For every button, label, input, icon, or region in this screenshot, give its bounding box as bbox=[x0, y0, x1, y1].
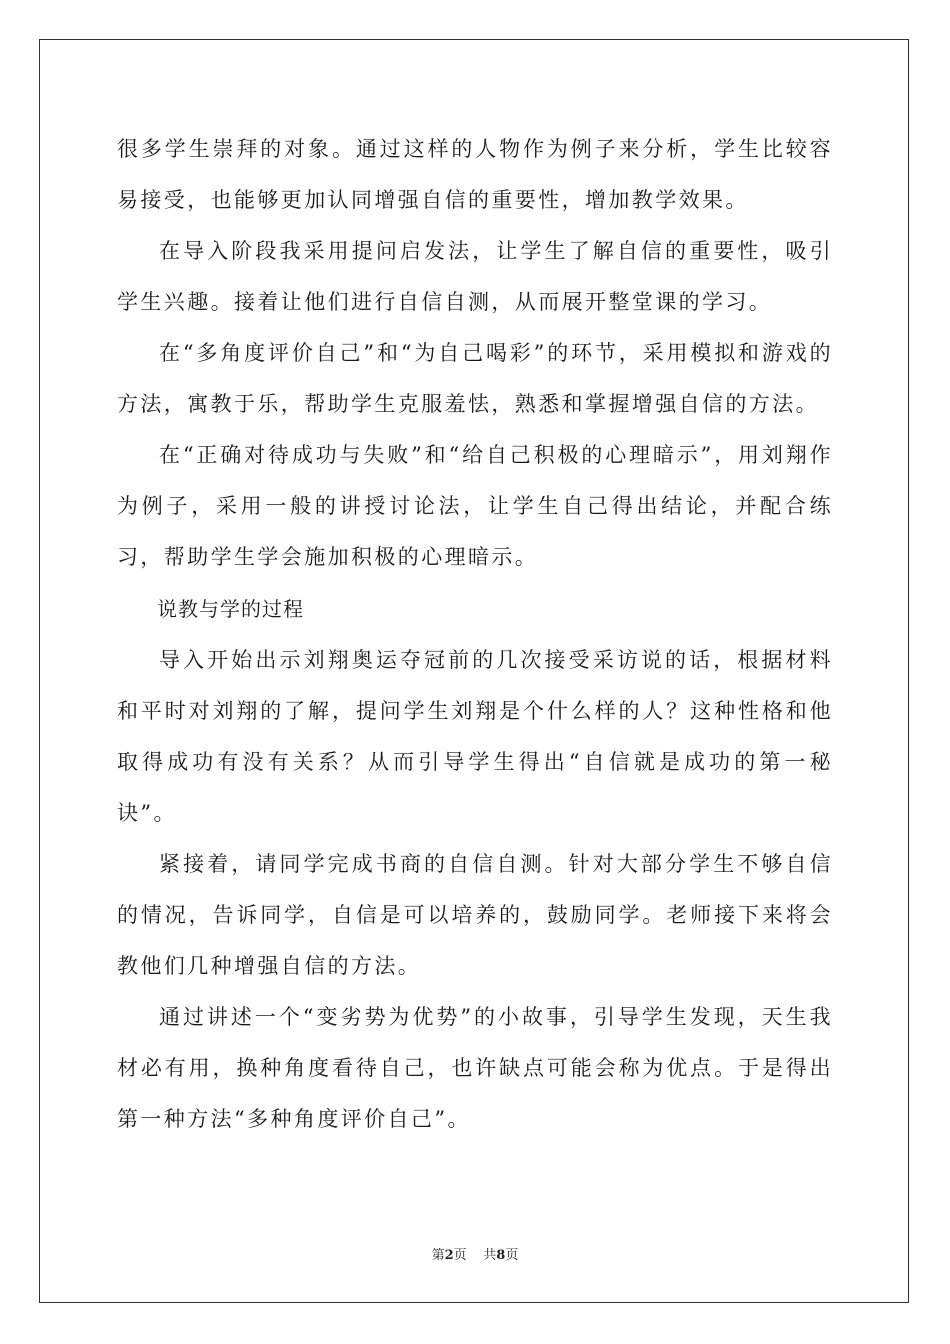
paragraph-teaching-method-intro: 在导入阶段我采用提问启发法，让学生了解自信的重要性，吸引学生兴趣。接着让他们进行自信自测，从而展开整堂课的学习。 bbox=[117, 239, 833, 314]
total-pages: 8 bbox=[496, 1248, 506, 1263]
total-prefix: 共 bbox=[483, 1248, 497, 1263]
document-body bbox=[117, 124, 833, 1145]
paragraph-process-story: 通过讲述一个“变劣势为优势”的小故事，引导学生发现，天生我材必有用，换种角度看待自己，也许缺点可能会称为优点。于是得出第一种方法“多种角度评价自己”。 bbox=[117, 1005, 833, 1131]
page-suffix: 页 bbox=[453, 1248, 467, 1263]
page-footer bbox=[0, 1244, 950, 1263]
paragraph-continued: 很多学生崇拜的对象。通过这样的人物作为例子来分析，学生比较容易接受，也能够更加认同增强自信的重要性，增加教学效果。 bbox=[117, 137, 833, 212]
paragraph-process-intro: 导入开始出示刘翔奥运夺冠前的几次接受采访说的话，根据材料和平时对刘翔的了解，提问学生刘翔是个什么样的人？这种性格和他取得成功有没有关系？从而引导学生得出“自信就是成功的第一秘诀”。 bbox=[117, 648, 833, 825]
total-suffix: 页 bbox=[505, 1248, 519, 1263]
page-number: 2 bbox=[444, 1248, 454, 1263]
paragraph-teaching-method-games: 在“多角度评价自己”和“为自己喝彩”的环节，采用模拟和游戏的方法，寓教于乐，帮助学生克服羞怯，熟悉和掌握增强自信的方法。 bbox=[117, 341, 833, 416]
paragraph-teaching-method-lecture: 在“正确对待成功与失败”和“给自己积极的心理暗示”，用刘翔作为例子，采用一般的讲授讨论法，让学生自己得出结论，并配合练习，帮助学生学会施加积极的心理暗示。 bbox=[117, 443, 833, 569]
page-prefix: 第 bbox=[431, 1248, 445, 1263]
paragraph-process-selftest: 紧接着，请同学完成书商的自信自测。针对大部分学生不够自信的情况，告诉同学，自信是可以培养的，鼓励同学。老师接下来将会教他们几种增强自信的方法。 bbox=[117, 852, 833, 978]
section-heading: 说教与学的过程 bbox=[157, 597, 304, 621]
